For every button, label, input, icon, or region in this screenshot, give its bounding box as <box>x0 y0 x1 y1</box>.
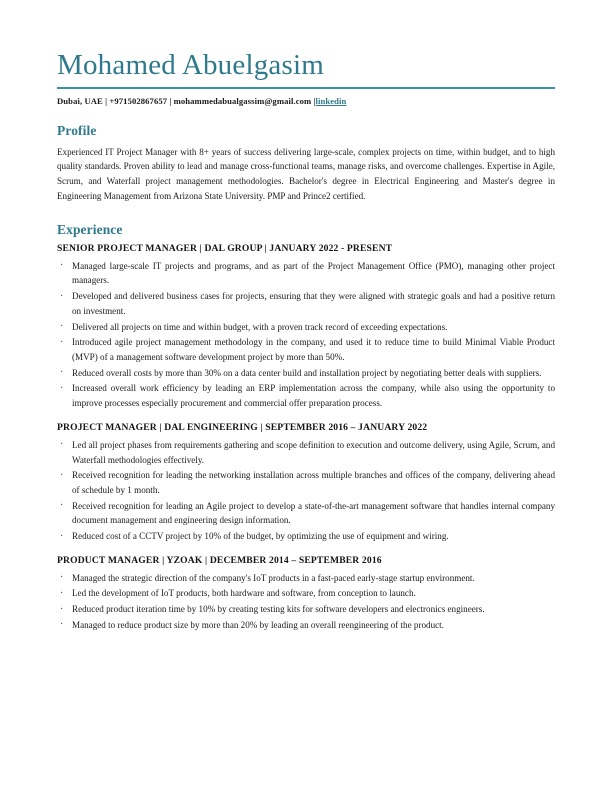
list-item: · Reduced product iteration time by 10% by creating testing kits for software developers and electronics engineers. <box>57 602 555 617</box>
page-title: Mohamed Abuelgasim <box>57 49 324 81</box>
experience-section <box>57 222 555 633</box>
list-item: · Introduced agile project management methodology in the company, and used it to reduce time to build Minimal Viable Product (MVP) of a management software development project by more than 50%. <box>57 335 555 364</box>
list-item: · Developed and delivered business cases for projects, ensuring that they were aligned with strategic goals and had a positive return on investment. <box>57 289 555 318</box>
list-item: · Reduced overall costs by more than 30% on a data center build and installation project by negotiating better deals with suppliers. <box>57 366 555 381</box>
job-title: PRODUCT MANAGER | YZOAK | DECEMBER 2014 – SEPTEMBER 2016 <box>57 554 382 566</box>
contact-details: Dubai, UAE | +971502867657 | mohammedabualgassim@gmail.com | <box>57 96 316 107</box>
list-item: · Managed to reduce product size by more than 20% by leading an overall reengineering of the product. <box>57 618 555 633</box>
section-heading-profile: Profile <box>57 123 97 139</box>
list-item: · Managed the strategic direction of the company's IoT products in a fast-paced early-stage startup environment. <box>57 571 555 586</box>
list-item: · Increased overall work efficiency by leading an ERP implementation across the company, while also using the opportunity to improve processes especially procurement and commercial offer preparation process. <box>57 381 555 410</box>
section-heading-experience: Experience <box>57 221 123 237</box>
job-entry <box>57 422 555 544</box>
job-title: PROJECT MANAGER | DAL ENGINEERING | SEPTEMBER 2016 – JANUARY 2022 <box>57 421 428 433</box>
job-entry <box>57 243 555 411</box>
list-item: · Led all project phases from requirements gathering and scope definition to execution and outcome delivery, using Agile, Scrum, and Waterfall methodologies effectively. <box>57 438 555 467</box>
list-item: · Reduced cost of a CCTV project by 10% of the budget, by optimizing the use of equipment and wiring. <box>57 529 555 544</box>
job-bullet-list <box>57 259 555 411</box>
header-divider <box>57 87 555 89</box>
linkedin-link[interactable]: linkedin <box>315 96 347 107</box>
job-bullet-list <box>57 571 555 633</box>
job-entry <box>57 555 555 633</box>
list-item: · Delivered all projects on time and within budget, with a proven track record of exceeding expectations. <box>57 320 555 335</box>
job-bullet-list <box>57 438 555 544</box>
profile-body: Experienced IT Project Manager with 8+ years of success delivering large-scale, complex projects on time, within budget, and to high quality standards. Proven ability to lead and manage cross-functional teams, manage risks, and overcome challenges. Expertise in Agile, Scrum, and Waterfall project management methodologies. Bachelor's degree in Electrical Engineering and Master's degree in Engineering Management from Arizona State University. PMP and Prince2 certified. <box>57 146 555 201</box>
list-item: · Received recognition for leading an Agile project to develop a state-of-the-art management software that handles internal company document management and engineering design information. <box>57 499 555 528</box>
job-title: SENIOR PROJECT MANAGER | DAL GROUP | JANUARY 2022 - PRESENT <box>57 242 393 254</box>
list-item: · Managed large-scale IT projects and programs, and as part of the Project Management Office (PMO), managing other project managers. <box>57 259 555 288</box>
contact-line <box>57 96 555 107</box>
list-item: · Led the development of IoT products, both hardware and software, from conception to launch. <box>57 586 555 601</box>
list-item: · Received recognition for leading the networking installation across multiple branches and offices of the company, delivering ahead of schedule by 1 month. <box>57 468 555 497</box>
